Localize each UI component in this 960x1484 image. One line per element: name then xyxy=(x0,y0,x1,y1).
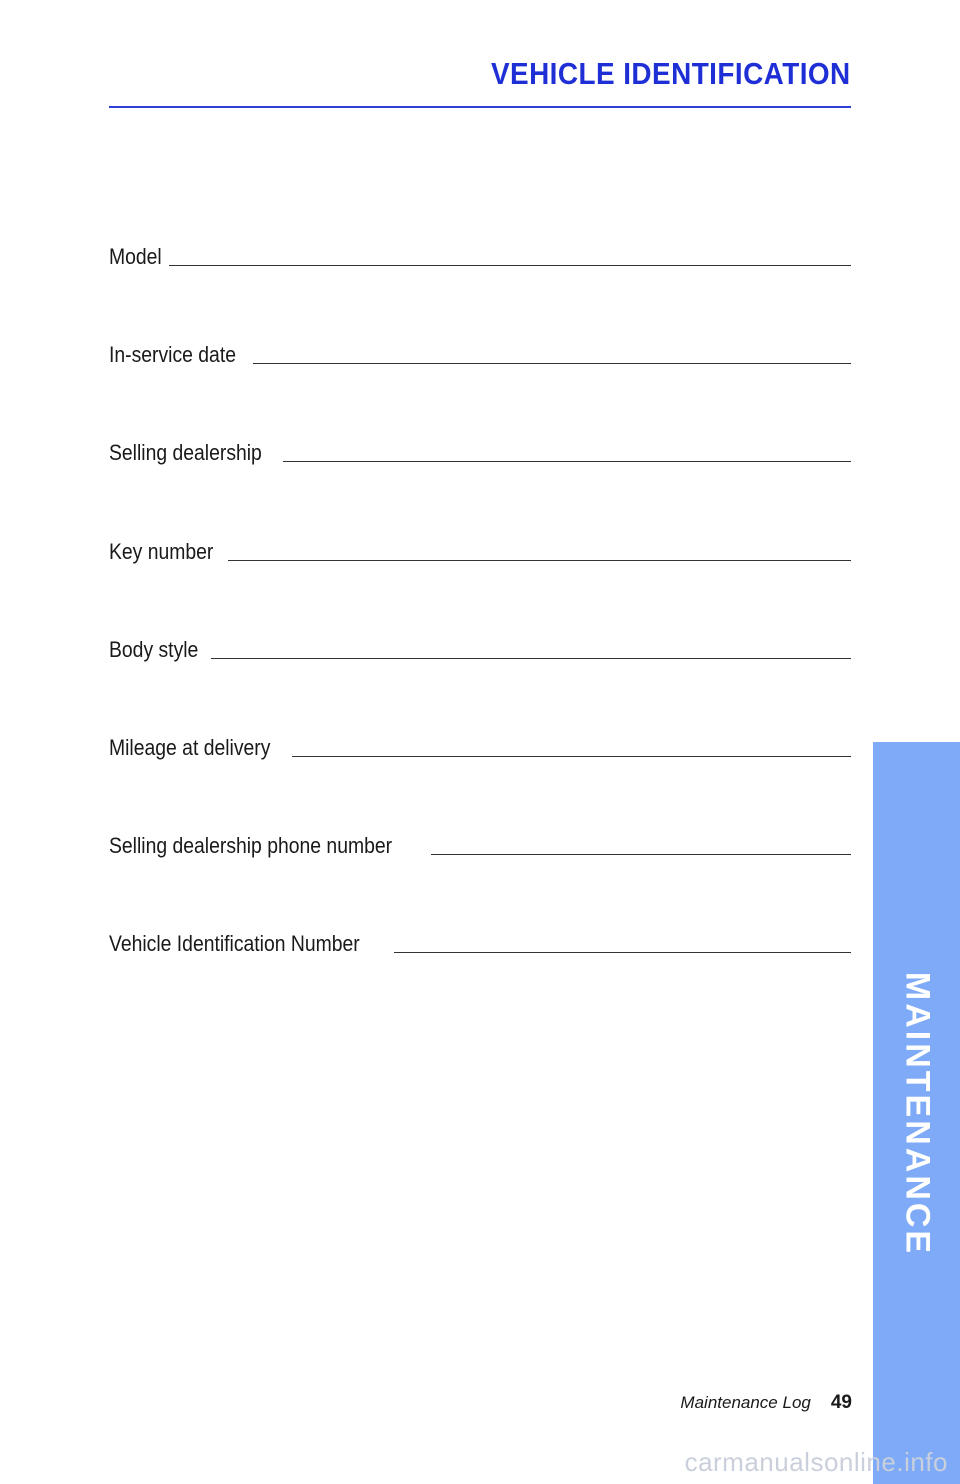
watermark: carmanualsonline.info xyxy=(684,1447,948,1477)
field-label: Selling dealership phone number xyxy=(109,833,393,859)
page-number: 49 xyxy=(830,1392,852,1413)
field-label: In-service date xyxy=(109,342,236,368)
blank-line xyxy=(394,952,851,953)
side-tab-label: MAINTENANCE xyxy=(898,971,936,1257)
form-row-vin xyxy=(109,927,851,957)
section-side-tab xyxy=(873,742,960,1484)
form-row-mileage-at-delivery xyxy=(109,731,851,761)
blank-line xyxy=(211,658,852,659)
form-row-model xyxy=(109,240,851,270)
field-label: Selling dealership xyxy=(109,440,262,466)
field-label: Mileage at delivery xyxy=(109,734,271,760)
form-row-key-number xyxy=(109,535,851,565)
blank-line xyxy=(253,363,851,364)
vehicle-info-form xyxy=(109,240,851,1026)
field-label: Key number xyxy=(109,538,214,564)
field-label: Model xyxy=(109,244,162,269)
form-row-dealership-phone xyxy=(109,829,851,859)
blank-line xyxy=(431,854,851,855)
blank-line xyxy=(169,265,851,266)
footer-section-name: Maintenance Log xyxy=(680,1393,811,1412)
title-divider xyxy=(109,106,851,108)
page-title: VEHICLE IDENTIFICATION xyxy=(491,56,851,91)
page-footer xyxy=(680,1392,852,1414)
form-row-selling-dealership xyxy=(109,436,851,466)
blank-line xyxy=(228,560,851,561)
field-label: Vehicle Identification Number xyxy=(109,931,360,957)
field-label: Body style xyxy=(109,636,199,662)
blank-line xyxy=(283,461,851,462)
form-row-body-style xyxy=(109,633,851,663)
form-row-in-service-date xyxy=(109,338,851,368)
blank-line xyxy=(292,756,851,757)
